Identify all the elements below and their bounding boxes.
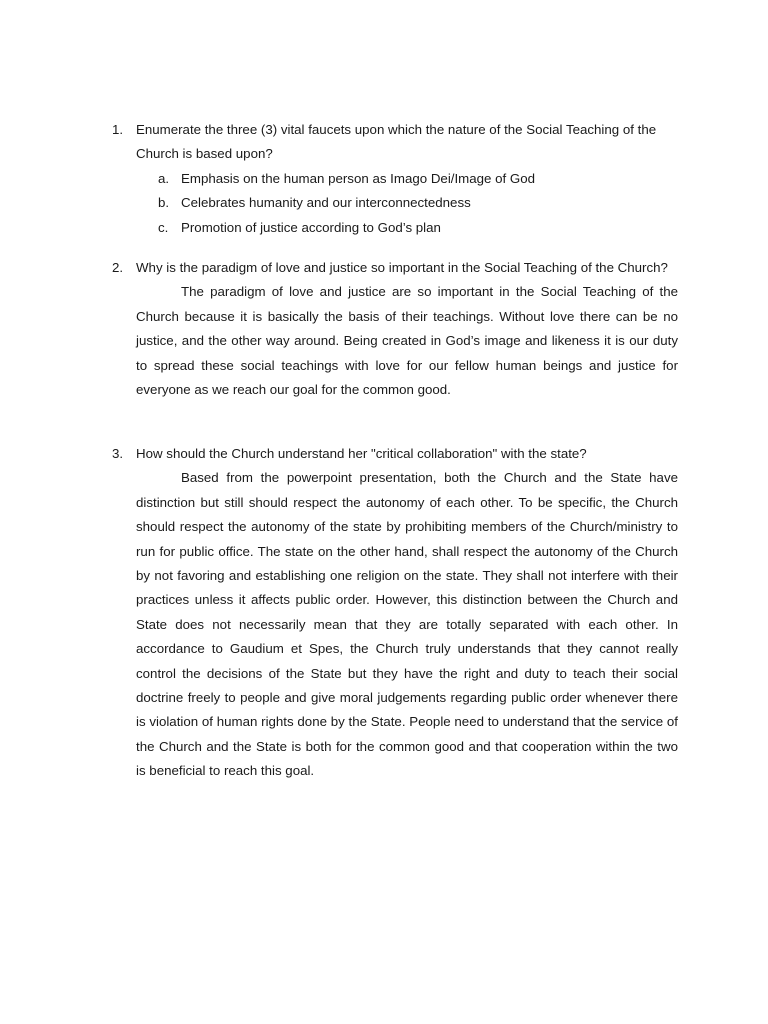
list-item: [158, 167, 678, 191]
list-item-letter: a.: [158, 170, 170, 186]
question-2-answer: The paradigm of love and justice are so important in the Social Teaching of the Church because it is basically the basis of their teachings. Without love there can be no justice, and the other way around. Being created in God’s image and likeness it is our duty to spread these social teachings with love for our fellow human beings and justice for everyone as we reach our goal for the common good.: [136, 284, 678, 398]
list-item-text: Celebrates humanity and our interconnectedness: [181, 195, 471, 211]
list-item-letter: b.: [158, 195, 170, 211]
question-1-answer-list: [158, 167, 678, 240]
question-1-number: 1.: [112, 122, 124, 137]
list-item: [158, 216, 678, 240]
question-2-text: Why is the paradigm of love and justice so important in the Social Teaching of the Church?: [136, 260, 668, 275]
question-1-text: Enumerate the three (3) vital faucets upon which the nature of the Social Teaching of the Church is based upon?: [136, 122, 657, 162]
question-2-row: [112, 256, 678, 280]
question-1: [112, 118, 678, 240]
list-item: [158, 191, 678, 215]
question-2: [112, 256, 678, 402]
list-item-letter: c.: [158, 219, 169, 235]
question-3-number: 3.: [112, 446, 124, 461]
question-1-row: [112, 118, 678, 167]
list-item-text: Emphasis on the human person as Imago Dei/Image of God: [181, 170, 536, 186]
question-3-text: How should the Church understand her "critical collaboration" with the state?: [136, 446, 587, 461]
question-3-row: [112, 442, 678, 466]
question-3: [112, 442, 678, 784]
question-2-number: 2.: [112, 260, 124, 275]
list-item-text: Promotion of justice according to God’s plan: [181, 219, 441, 235]
question-3-answer: Based from the powerpoint presentation, both the Church and the State have distinction but still should respect the autonomy of each other. To be specific, the Church should respect the autonomy of the state by prohibiting members of the Church/ministry to run for public office. The state on the other hand, shall respect the autonomy of the Church by not favoring and establishing one religion on the state. They shall not interfere with their practices unless it affects public order. However, this distinction between the Church and State does not necessarily mean that they are totally separated with each other. In accordance to Gaudium et Spes, the Church truly understands that they cannot really control the decisions of the State but they have the right and duty to teach their social doctrine freely to people and give moral judgements regarding public order whenever there is violation of human rights done by the State. People need to understand that the service of the Church and the State is both for the common good and that cooperation within the two is beneficial to reach this goal.: [136, 470, 678, 779]
